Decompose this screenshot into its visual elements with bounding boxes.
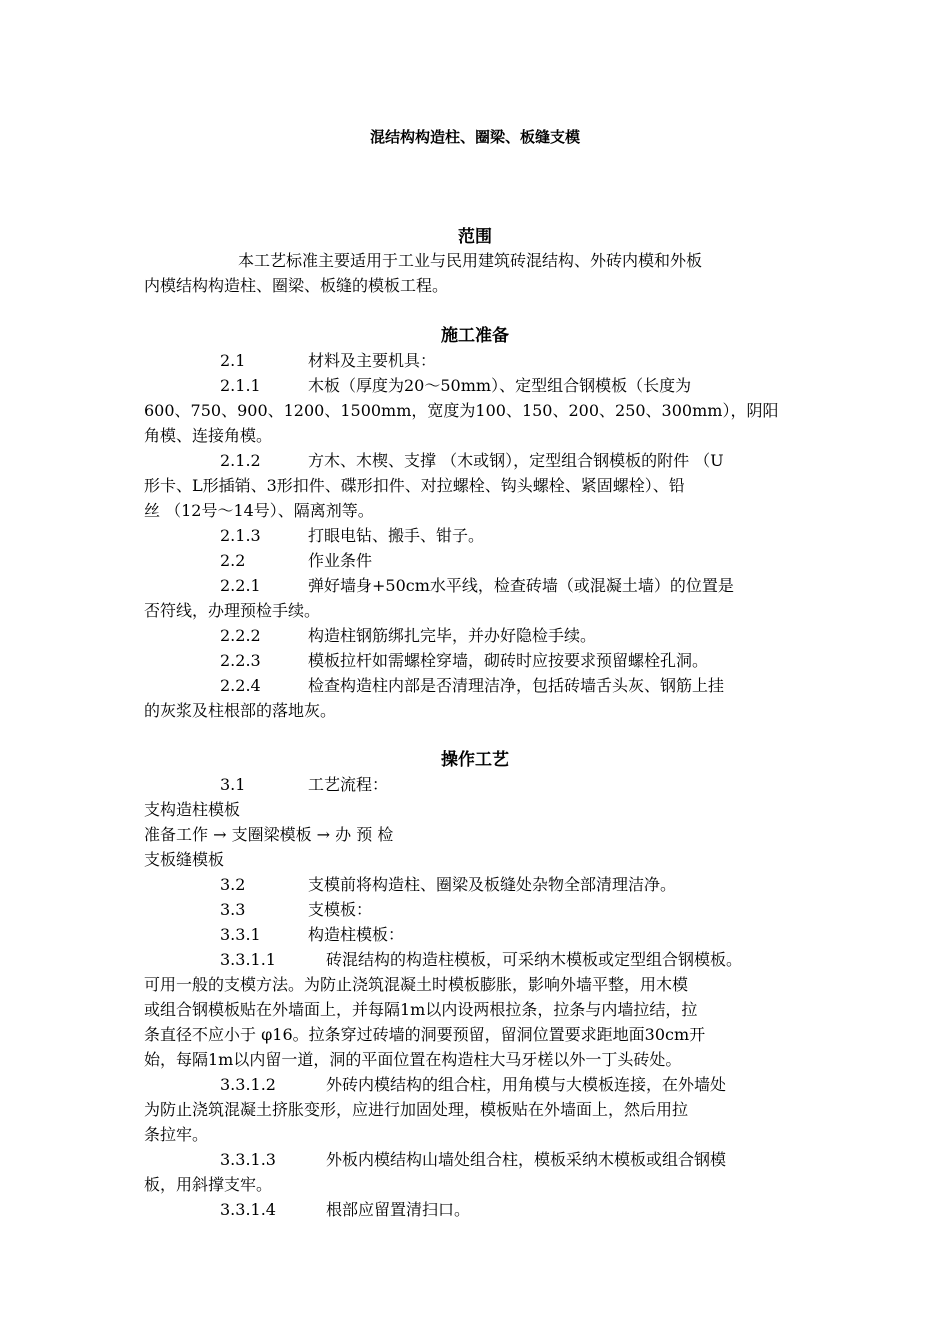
document-title: 混结构构造柱、圈梁、板缝支模 (369, 128, 580, 146)
section-heading-scope: 范围 (458, 227, 492, 247)
paragraph-line: 形卡、L形插销、3形扣件、碟形扣件、对拉螺栓、钩头螺栓、紧固螺栓）、铅 (144, 476, 685, 495)
paragraph-line: 丝 （12号～14号）、隔离剂等。 (144, 501, 374, 520)
list-item (220, 348, 436, 373)
item-text: 模板拉杆如需螺栓穿墙，砌砖时应按要求预留螺栓孔洞。 (308, 651, 709, 670)
list-item (220, 673, 724, 698)
list-item (220, 897, 372, 922)
item-text: 检查构造柱内部是否清理洁净，包括砖墙舌头灰、钢筋上挂 (308, 676, 725, 695)
item-number: 2.2.4 (220, 676, 261, 695)
item-number: 2.1.3 (220, 526, 261, 545)
paragraph-line: 否符线，办理预检手续。 (144, 601, 321, 620)
paragraph-line: 条直径不应小于 φ16。拉条穿过砖墙的洞要预留，留洞位置要求距地面30cm开 (144, 1025, 706, 1044)
item-text: 根部应留置清扫口。 (326, 1200, 471, 1219)
item-number: 3.3 (220, 900, 246, 919)
item-number: 3.3.1.3 (220, 1150, 276, 1169)
paragraph-line: 的灰浆及柱根部的落地灰。 (144, 701, 337, 720)
list-item (220, 1147, 726, 1172)
item-text: 打眼电钻、搬手、钳子。 (308, 526, 485, 545)
list-item (220, 523, 484, 548)
item-number: 2.2.2 (220, 626, 261, 645)
list-item (220, 448, 724, 473)
item-number: 2.1 (220, 351, 246, 370)
list-item (220, 648, 708, 673)
item-text: 砖混结构的构造柱模板，可采纳木模板或定型组合钢模板。 (326, 950, 743, 969)
item-text: 支模前将构造柱、圈梁及板缝处杂物全部清理洁净。 (308, 875, 677, 894)
item-text: 作业条件 (308, 551, 373, 570)
item-number: 3.3.1.4 (220, 1200, 276, 1219)
flow-line: 支板缝模板 (144, 850, 225, 869)
flow-line: 支构造柱模板 (144, 800, 241, 819)
list-item (220, 872, 676, 897)
item-number: 2.1.2 (220, 451, 261, 470)
item-text: 外板内模结构山墙处组合柱，模板采纳木模板或组合钢模 (326, 1150, 727, 1169)
paragraph-line: 可用一般的支模方法。为防止浇筑混凝土时模板膨胀，影响外墙平整，用木模 (144, 975, 689, 994)
paragraph-line: 为防止浇筑混凝土挤胀变形，应进行加固处理，模板贴在外墙面上，然后用拉 (144, 1100, 689, 1119)
item-text: 材料及主要机具： (308, 351, 437, 370)
item-number: 2.2.3 (220, 651, 261, 670)
item-number: 3.3.1.1 (220, 950, 276, 969)
paragraph-line: 600、750、900、1200、1500mm，宽度为100、150、200、250、300mm），阴阳 (144, 401, 779, 420)
item-text: 构造柱钢筋绑扎完毕，并办好隐检手续。 (308, 626, 597, 645)
list-item (220, 548, 372, 573)
list-item (220, 1197, 470, 1222)
item-text: 构造柱模板： (308, 925, 405, 944)
item-text: 木板（厚度为20～50mm）、定型组合钢模板（长度为 (308, 376, 692, 395)
list-item (220, 922, 404, 947)
paragraph-line: 或组合钢模板贴在外墙面上，并每隔1m以内设两根拉条，拉条与内墙拉结，拉 (144, 1000, 698, 1019)
item-text: 工艺流程： (308, 775, 389, 794)
paragraph-line: 本工艺标准主要适用于工业与民用建筑砖混结构、外砖内模和外板 (238, 251, 703, 270)
item-text: 外砖内模结构的组合柱，用角模与大模板连接，在外墙处 (326, 1075, 727, 1094)
list-item (220, 573, 734, 598)
list-item (220, 373, 691, 398)
list-item (220, 947, 742, 972)
paragraph-line: 板，用斜撑支牢。 (144, 1175, 273, 1194)
section-heading-ops: 操作工艺 (441, 750, 509, 770)
list-item (220, 1072, 726, 1097)
item-text: 弹好墙身+50cm水平线，检查砖墙（或混凝土墙）的位置是 (308, 576, 734, 595)
item-number: 3.1 (220, 775, 246, 794)
flow-line: 准备工作 → 支圈梁模板 → 办 预 检 (144, 825, 394, 844)
item-number: 3.2 (220, 875, 246, 894)
item-number: 2.2.1 (220, 576, 261, 595)
item-number: 3.3.1.2 (220, 1075, 276, 1094)
list-item (220, 623, 596, 648)
item-text: 方木、木楔、支撑 （木或钢），定型组合钢模板的附件 （U (308, 451, 724, 470)
item-text: 支模板： (308, 900, 373, 919)
paragraph-line: 条拉牢。 (144, 1125, 209, 1144)
section-heading-prep: 施工准备 (441, 326, 509, 346)
item-number: 2.2 (220, 551, 246, 570)
list-item (220, 772, 388, 797)
paragraph-line: 始，每隔1m以内留一道，洞的平面位置在构造柱大马牙槎以外一丁头砖处。 (144, 1050, 682, 1069)
item-number: 3.3.1 (220, 925, 261, 944)
item-number: 2.1.1 (220, 376, 261, 395)
paragraph-line: 角模、连接角模。 (144, 426, 273, 445)
paragraph-line: 内模结构构造柱、圈梁、板缝的模板工程。 (144, 276, 449, 295)
